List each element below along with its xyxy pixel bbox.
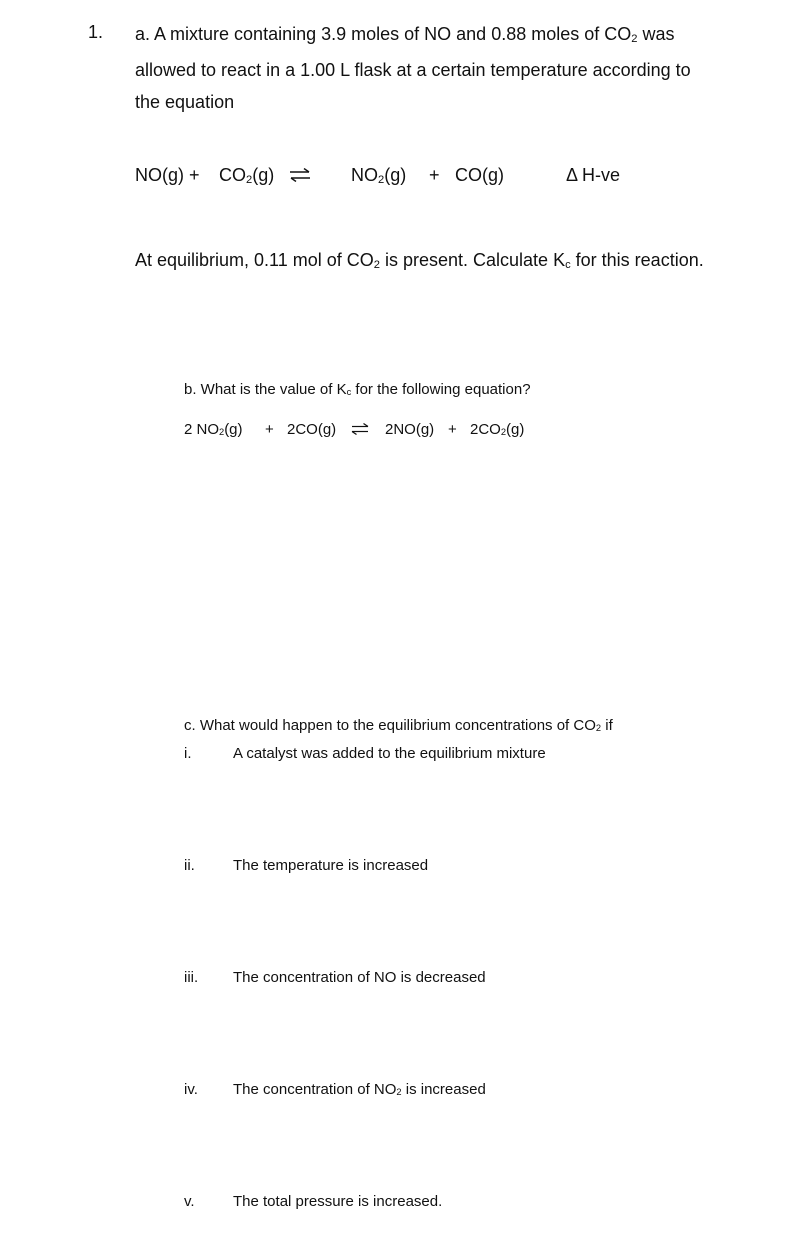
eq-b-reactant-1: 2 NO2(g) <box>184 421 243 438</box>
part-a-line-2: allowed to react in a 1.00 L flask at a certain temperature according to <box>135 59 691 80</box>
equilibrium-arrow-icon <box>351 423 369 435</box>
eq-a-reactant-1: NO(g) + <box>135 165 200 185</box>
eq-b-reactant-2: 2CO(g) <box>287 421 337 438</box>
part-a-question: At equilibrium, 0.11 mol of CO2 is present. Calculate Kc for this reaction. <box>135 250 704 271</box>
list-numeral: iii. <box>184 969 199 986</box>
list-item-text: The temperature is increased <box>233 857 429 874</box>
list-item-text: The total pressure is increased. <box>233 1193 443 1210</box>
part-b-question: b. What is the value of Kc for the following equation? <box>184 381 531 398</box>
list-numeral: i. <box>184 745 192 762</box>
eq-b-plus-1: + <box>265 421 274 438</box>
list-numeral: ii. <box>184 857 195 874</box>
eq-b-product-2: 2CO2(g) <box>470 421 525 438</box>
equilibrium-arrow-icon <box>289 168 311 182</box>
eq-a-reactant-2: CO2(g) <box>219 165 275 186</box>
list-item-text: A catalyst was added to the equilibrium mixture <box>233 745 546 762</box>
list-numeral: iv. <box>184 1081 198 1098</box>
part-a-line-3: the equation <box>135 92 235 112</box>
question-number: 1. <box>88 22 104 42</box>
list-item-text: The concentration of NO2 is increased <box>233 1081 486 1098</box>
part-c-question: c. What would happen to the equilibrium concentrations of CO2 if <box>184 717 613 734</box>
list-numeral: v. <box>184 1193 195 1210</box>
eq-a-product-2: CO(g) <box>455 165 504 185</box>
enthalpy-label: Δ H-ve <box>566 165 621 185</box>
eq-b-plus-2: + <box>448 421 457 438</box>
eq-b-product-1: 2NO(g) <box>385 421 435 438</box>
part-a-intro <box>135 18 755 119</box>
eq-a-plus: + <box>429 165 440 185</box>
list-item-text: The concentration of NO is decreased <box>233 969 486 986</box>
part-a-line-1: a. A mixture containing 3.9 moles of NO and 0.88 moles of CO2 was <box>135 24 675 45</box>
eq-a-product-1: NO2(g) <box>351 165 407 186</box>
